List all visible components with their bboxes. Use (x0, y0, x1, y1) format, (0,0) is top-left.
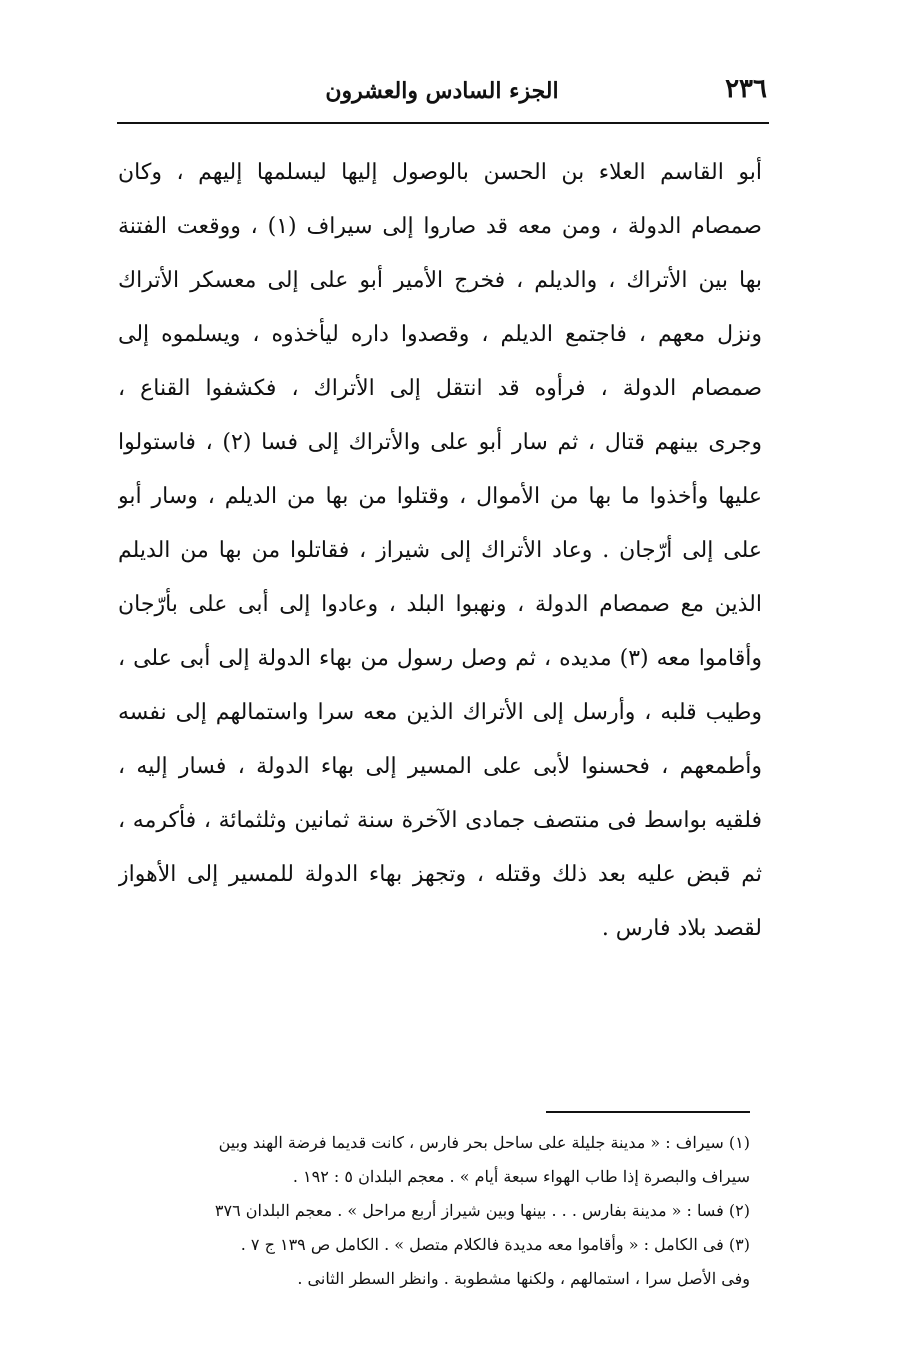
footnote-line: (٢) فسا : « مدينة بفارس . . . بينها وبين شيراز أربع مراحل » . معجم البلدان ٣٧٦ (214, 1201, 750, 1220)
body-line: ونزل معهم ، فاجتمع الديلم ، وقصدوا داره ليأخذوه ، ويسلموه إلى (118, 322, 762, 347)
footnote-line: (١) سيراف : « مدينة جليلة على ساحل بحر فارس ، كانت قديما فرضة الهند وبين (218, 1133, 750, 1152)
body-line: صمصام الدولة ، فرأوه قد انتقل إلى الأتراك ، فكشفوا القناع ، (118, 376, 762, 401)
footnote-line: (٣) فى الكامل : « وأقاموا معه مديدة فالكلام متصل » . الكامل ص ١٣٩ ج ٧ . (240, 1235, 750, 1254)
footnote-rule (546, 1111, 750, 1113)
body-line: الذين مع صمصام الدولة ، ونهبوا البلد ، وعادوا إلى أبى على بأرّجان (118, 592, 762, 617)
body-line: بها بين الأتراك ، والديلم ، فخرج الأمير أبو على إلى معسكر الأتراك (118, 268, 762, 293)
footnote-line: سيراف والبصرة إذا طاب الهواء سبعة أيام » . معجم البلدان ٥ : ١٩٢ . (292, 1167, 750, 1186)
body-text (118, 146, 762, 956)
body-line: على إلى أرّجان . وعاد الأتراك إلى شيراز ، فقاتلوا من بها من الديلم (118, 538, 762, 563)
body-line: أبو القاسم العلاء بن الحسن بالوصول إليها ليسلمها إليهم ، وكان (118, 160, 762, 185)
running-title: الجزء السادس والعشرون (325, 78, 559, 104)
body-line: عليها وأخذوا ما بها من الأموال ، وقتلوا من بها من الديلم ، وسار أبو (118, 484, 762, 509)
body-line: صمصام الدولة ، ومن معه قد صاروا إلى سيراف (١) ، ووقعت الفتنة (118, 214, 762, 239)
body-line: ثم قبض عليه بعد ذلك وقتله ، وتجهز بهاء الدولة للمسير إلى الأهواز (118, 862, 762, 887)
page-header (117, 72, 767, 116)
body-line: فلقيه بواسط فى منتصف جمادى الآخرة سنة ثمانين وثلثمائة ، فأكرمه ، (118, 808, 762, 833)
footnote-line: وفى الأصل سرا ، استمالهم ، ولكنها مشطوبة . وانظر السطر الثانى . (297, 1269, 750, 1288)
body-line: لقصد بلاد فارس . (601, 916, 762, 941)
body-line: وأطمعهم ، فحسنوا لأبى على المسير إلى بهاء الدولة ، فسار إليه ، (118, 754, 762, 779)
footnotes (102, 1126, 750, 1296)
body-line: وأقاموا معه (٣) مديده ، ثم وصل رسول من بهاء الدولة إلى أبى على ، (118, 646, 762, 671)
header-rule (117, 122, 769, 124)
page-number: ٢٣٦ (725, 74, 767, 104)
body-line: وجرى بينهم قتال ، ثم سار أبو على والأتراك إلى فسا (٢) ، فاستولوا (118, 430, 762, 455)
body-line: وطيب قلبه ، وأرسل إلى الأتراك الذين معه سرا واستمالهم إلى نفسه (118, 700, 762, 725)
